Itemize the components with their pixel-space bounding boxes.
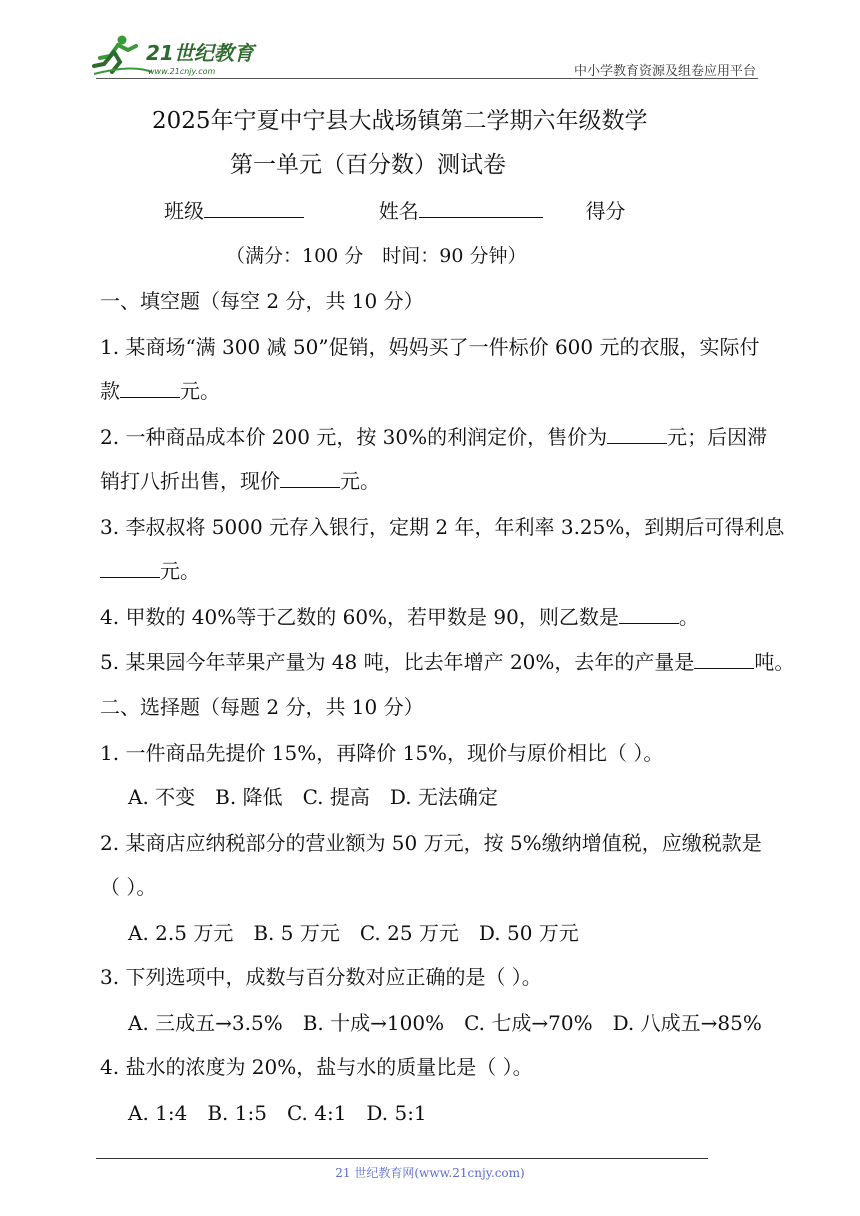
answer-blank[interactable]	[120, 379, 180, 398]
choice-question-1-options: A. 不变 B. 降低 C. 提高 D. 无法确定	[128, 785, 498, 809]
choice-question-2-cont: （ ）。	[100, 875, 157, 899]
class-label: 班级	[164, 199, 204, 223]
fill-question-1-cont: 款 元。	[100, 379, 220, 403]
answer-blank[interactable]	[694, 650, 754, 669]
platform-label: 中小学教育资源及组卷应用平台	[573, 64, 756, 79]
answer-blank[interactable]	[619, 605, 679, 624]
choice-question-2-options: A. 2.5 万元 B. 5 万元 C. 25 万元 D. 50 万元	[128, 921, 579, 945]
class-blank[interactable]	[204, 199, 304, 218]
choice-question-1: 1. 一件商品先提价 15%，再降价 15%，现价与原价相比（ ）。	[100, 741, 664, 765]
header-divider	[96, 78, 758, 79]
fill-question-2-cont: 销打八折出售，现价 元。	[100, 469, 380, 493]
choice-question-3: 3. 下列选项中，成数与百分数对应正确的是（ ）。	[100, 965, 542, 989]
exam-meta: （满分：100 分 时间：90 分钟）	[226, 245, 527, 267]
fill-question-3-cont: 元。	[100, 558, 200, 584]
section-choice-heading: 二、选择题（每题 2 分，共 10 分）	[100, 695, 424, 719]
section-fill-heading: 一、填空题（每空 2 分，共 10 分）	[100, 289, 424, 313]
student-info-row	[164, 198, 625, 224]
answer-blank[interactable]	[280, 469, 340, 488]
svg-text:21世纪教育: 21世纪教育	[146, 41, 254, 65]
name-blank[interactable]	[419, 199, 543, 218]
fill-question-3: 3. 李叔叔将 5000 元存入银行，定期 2 年，年利率 3.25%，到期后可得利息	[100, 515, 785, 539]
page-header	[0, 0, 860, 82]
fill-question-2: 2. 一种商品成本价 200 元，按 30%的利润定价，售价为 元；后因滞	[100, 425, 768, 449]
name-label: 姓名	[378, 199, 419, 223]
answer-blank[interactable]	[100, 559, 160, 578]
choice-question-4: 4. 盐水的浓度为 20%，盐与水的质量比是（ ）。	[100, 1055, 533, 1079]
choice-question-3-options: A. 三成五→3.5% B. 十成→100% C. 七成→70% D. 八成五→85%	[128, 1011, 762, 1035]
fill-question-1: 1. 某商场“满 300 减 50”促销，妈妈买了一件标价 600 元的衣服，实际付	[100, 335, 760, 359]
exam-title-line1: 2025年宁夏中宁县大战场镇第二学期六年级数学	[152, 108, 648, 134]
answer-blank[interactable]	[607, 425, 667, 444]
fill-question-5: 5. 某果园今年苹果产量为 48 吨，比去年增产 20%，去年的产量是 吨。	[100, 650, 795, 674]
exam-title-line2: 第一单元（百分数）测试卷	[230, 152, 506, 178]
choice-question-2: 2. 某商店应纳税部分的营业额为 50 万元，按 5%缴纳增值税，应缴税款是	[100, 831, 762, 855]
footer-link[interactable]: 21 世纪教育网(www.21cnjy.com)	[335, 1166, 525, 1180]
choice-question-4-options: A. 1:4 B. 1:5 C. 4:1 D. 5:1	[128, 1101, 427, 1125]
score-label: 得分	[585, 199, 626, 223]
footer-divider	[96, 1158, 708, 1159]
logo	[92, 34, 262, 78]
svg-text:www.21cnjy.com: www.21cnjy.com	[148, 67, 216, 76]
fill-question-4: 4. 甲数的 40%等于乙数的 60%，若甲数是 90，则乙数是 。	[100, 605, 699, 629]
